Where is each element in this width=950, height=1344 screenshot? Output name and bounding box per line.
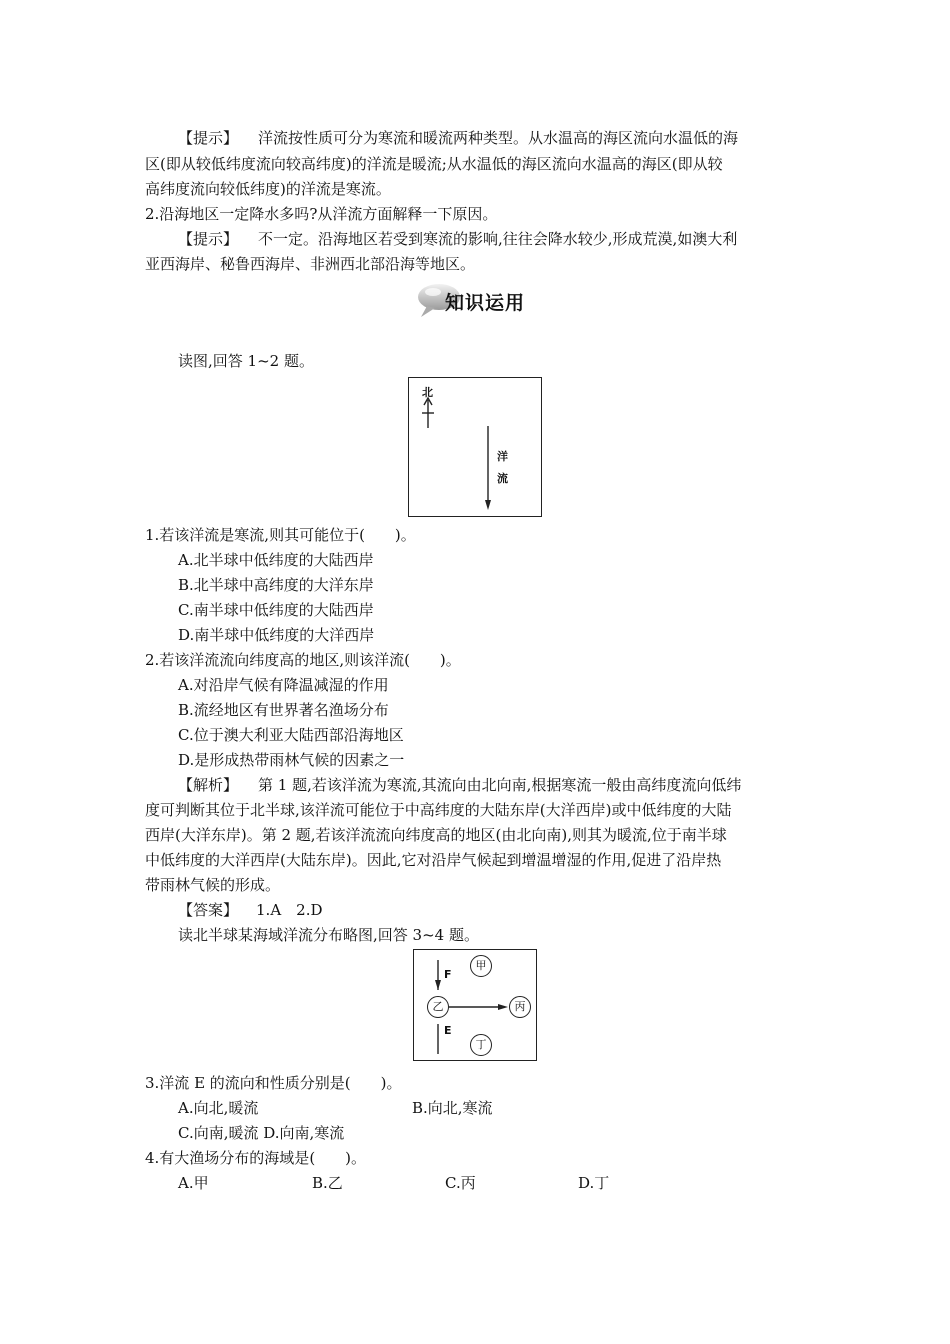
area-ding: 丁 (470, 1034, 492, 1056)
question-1-option-d: D.南半球中低纬度的大洋西岸 (178, 626, 375, 644)
question-4-option-c: C.丙 (445, 1174, 476, 1192)
group-2-lead: 读北半球某海域洋流分布略图,回答 3~4 题。 (178, 926, 479, 944)
question-2-option-c: C.位于澳大利亚大陆西部沿海地区 (178, 726, 404, 744)
question-3-option-cd: C.向南,暖流 D.向南,寒流 (178, 1124, 345, 1142)
area-jia: 甲 (470, 955, 492, 977)
question-4-option-d: D.丁 (578, 1174, 610, 1192)
question-1-option-a: A.北半球中低纬度的大陆西岸 (178, 551, 374, 569)
question-2-stem: 2.若该洋流流向纬度高的地区,则该洋流( )。 (145, 651, 461, 669)
question-1-stem: 1.若该洋流是寒流,则其可能位于( )。 (145, 526, 416, 544)
question-2-intro: 2.沿海地区一定降水多吗?从洋流方面解释一下原因。 (145, 205, 498, 223)
hint-1-line-2: 区(即从较低纬度流向较高纬度)的洋流是暖流;从水温低的海区流向水温高的海区(即从较 (145, 155, 723, 173)
hint-2-line-1: 【提示】 不一定。沿海地区若受到寒流的影响,往往会降水较少,形成荒漠,如澳大利 (178, 230, 738, 248)
hint-tag: 【提示】 (178, 129, 239, 147)
answer-value: 1.A 2.D (256, 901, 323, 919)
question-4-option-a: A.甲 (178, 1174, 209, 1192)
hint-2-line-2: 亚西海岸、秘鲁西海岸、非洲西北部沿海等地区。 (145, 255, 476, 273)
question-3-stem: 3.洋流 E 的流向和性质分别是( )。 (145, 1074, 402, 1092)
analysis-line-2: 度可判断其位于北半球,该洋流可能位于中高纬度的大陆东岸(大洋西岸)或中低纬度的大陆 (145, 801, 732, 819)
analysis-line-4: 中低纬度的大洋西岸(大陆东岸)。因此,它对沿岸气候起到增温增湿的作用,促进了沿岸热 (145, 851, 722, 869)
analysis-line-5: 带雨林气候的形成。 (145, 876, 281, 894)
question-1-option-b: B.北半球中高纬度的大洋东岸 (178, 576, 374, 594)
question-2-option-a: A.对沿岸气候有降温减湿的作用 (178, 676, 389, 694)
analysis-tag: 【解析】 (178, 776, 239, 794)
current-label-2: 流 (497, 472, 508, 485)
question-2-option-d: D.是形成热带雨林气候的因素之一 (178, 751, 405, 769)
section-title: 知识运用 (445, 292, 526, 314)
area-bing: 丙 (509, 996, 531, 1018)
current-arrow-icon (409, 378, 541, 516)
answer-line (178, 900, 323, 920)
analysis-line-3: 西岸(大洋东岸)。第 2 题,若该洋流流向纬度高的地区(由北向南),则其为暖流,位于南半球 (145, 826, 727, 844)
hint-1-line-3: 高纬度流向较低纬度)的洋流是寒流。 (145, 180, 391, 198)
figure-ocean-current-1 (408, 377, 542, 517)
question-4-option-b: B.乙 (312, 1174, 343, 1192)
label-e: E (444, 1024, 452, 1037)
question-3-option-b: B.向北,寒流 (412, 1099, 493, 1117)
group-1-lead: 读图,回答 1~2 题。 (178, 352, 314, 370)
question-2-option-b: B.流经地区有世界著名渔场分布 (178, 701, 389, 719)
question-3-option-a: A.向北,暖流 (178, 1099, 259, 1117)
hint-tag: 【提示】 (178, 230, 239, 248)
area-yi: 乙 (427, 996, 449, 1018)
label-f: F (444, 968, 452, 981)
analysis-line-1: 【解析】 第 1 题,若该洋流为寒流,其流向由北向南,根据寒流一般由高纬度流向低纬 (178, 776, 742, 794)
current-label-1: 洋 (497, 450, 508, 463)
answer-tag: 【答案】 (178, 901, 239, 919)
north-label: 北 (422, 386, 433, 399)
question-4-stem: 4.有大渔场分布的海域是( )。 (145, 1149, 367, 1167)
figure-ocean-current-2 (413, 949, 537, 1061)
section-banner (415, 280, 540, 320)
question-1-option-c: C.南半球中低纬度的大陆西岸 (178, 601, 374, 619)
hint-1-line-1: 【提示】 洋流按性质可分为寒流和暖流两种类型。从水温高的海区流向水温低的海 (178, 129, 739, 147)
